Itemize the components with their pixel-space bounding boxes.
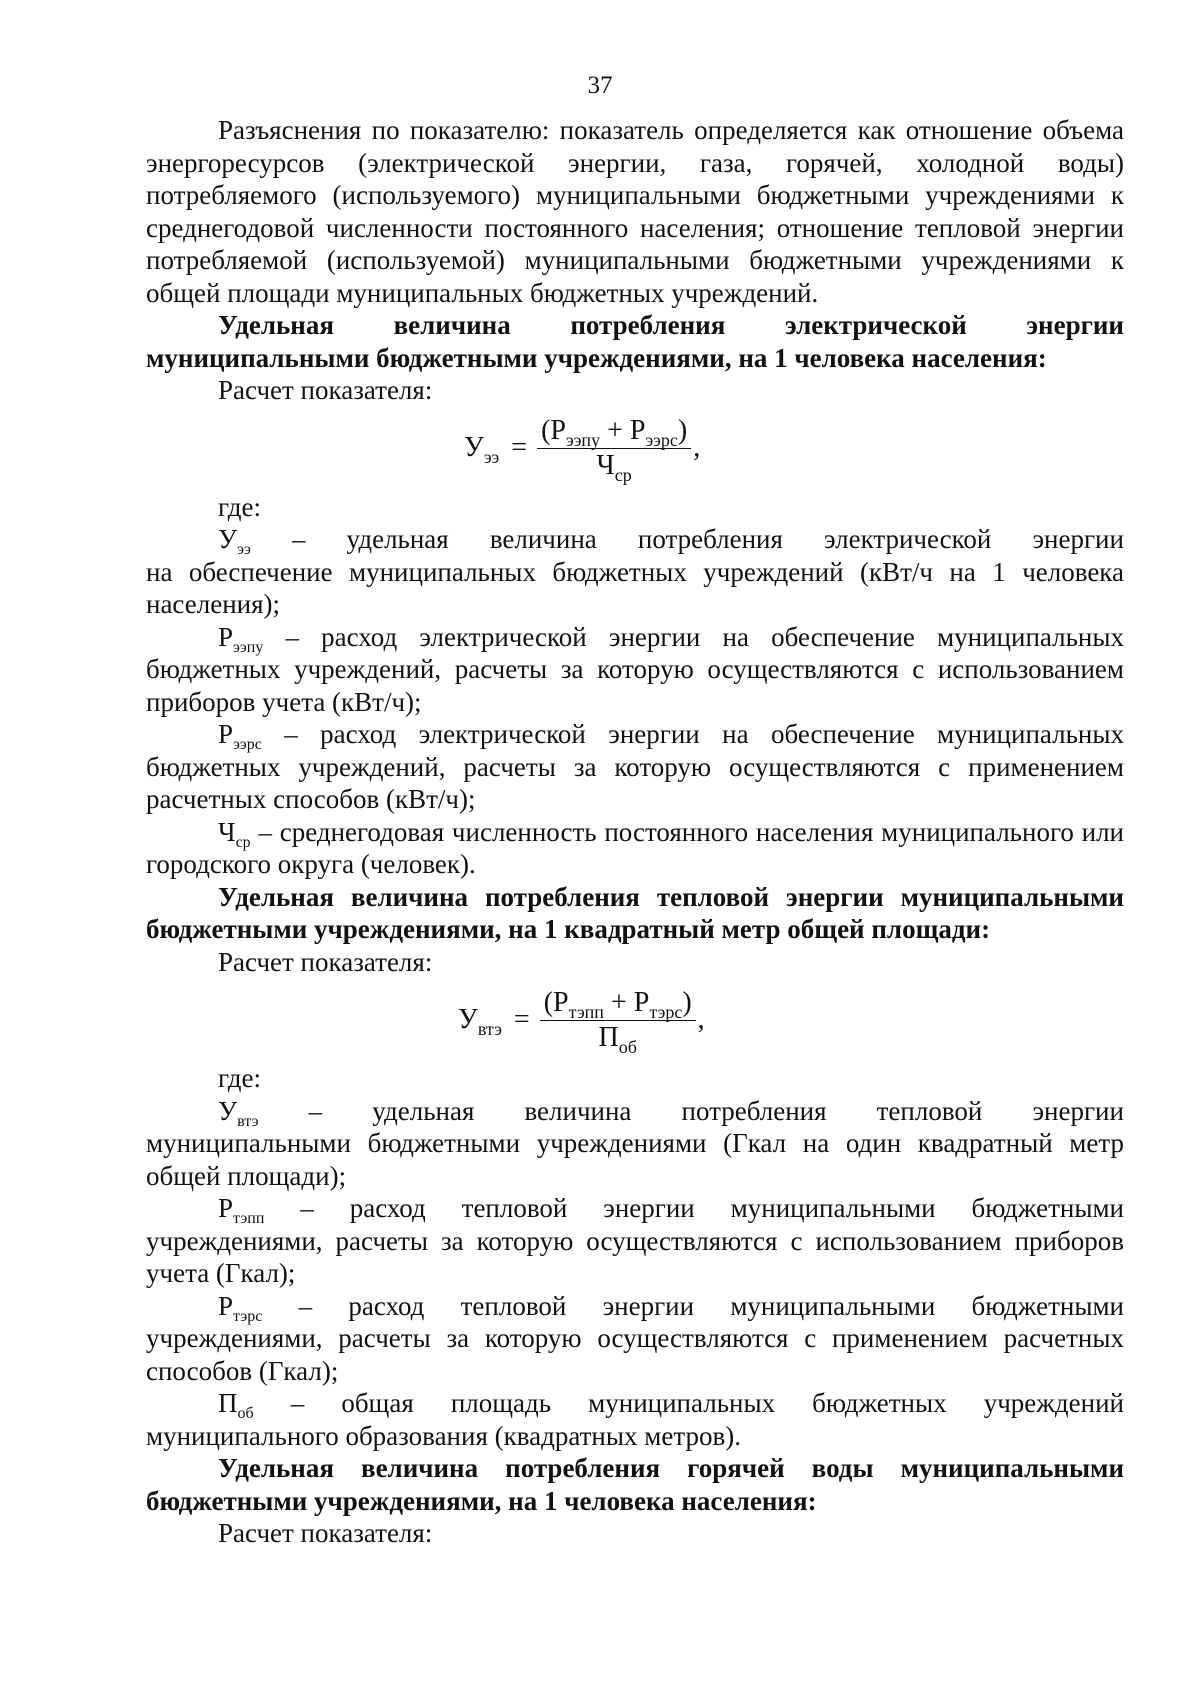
definition-symbol-letter: Р [218,1193,234,1223]
formula-lhs-symbol: У [458,1003,478,1035]
definition-continuation: муниципальными бюджетными учреждениями (Гкал на один квадратный метр общей площади); [146,1128,1124,1191]
definition-word: потребления [681,1095,827,1126]
definition-symbol-letter: Ч [218,816,236,847]
paren-close: ) [677,415,688,446]
definition-word: – [308,1095,323,1126]
definition-text: – расход тепловой энергии муниципальными бюджетными учреждениями, расчеты за которую осуществляются с использованием приборов учета (Гкал); [146,1193,1124,1288]
calc-label: Расчет показателя: [218,946,433,977]
definition-word: удельная [346,524,449,554]
section-heading-hot-water: Удельная величина потребления горячей воды муниципальными бюджетными учреждениями, на 1 человека населения: [146,1453,1124,1516]
definition-symbol-letter: Р [218,719,234,749]
formula-comma: , [697,1003,705,1035]
denominator-symbol: П [598,1021,619,1053]
intro-paragraph: Разъяснения по показателю: показатель определяется как отношение объема энергоресурсов (электрической энергии, газа, горячей, холодной воды) потребляемого (используемого) муниципальными бюджетными учреждениями к среднегодовой численности постоянного населения; отношение тепловой энергии потребляемой (используемой) муниципальными бюджетными учреждениями к общей площади муниципальных бюджетных учреждений. [146,115,1124,308]
definition-symbol-sub: ээрс [233,736,262,753]
formula-equals: = [511,432,528,464]
where-label: где: [218,491,261,522]
denominator-sub: об [618,1036,637,1057]
formula-numerator [537,414,691,448]
definition-text: – расход электрической энергии на обеспечение муниципальных бюджетных учреждений, расчеты за которую осуществляются с использованием приборов учета (кВт/ч); [146,621,1124,717]
where-label: где: [218,1063,261,1093]
definition-continuation: на обеспечение муниципальных бюджетных учреждений (кВт/ч на 1 человека населения); [146,556,1124,619]
definition-first-line [146,1095,1124,1128]
definition-item [146,816,1124,881]
plus-sign: + [607,415,623,446]
page-number: 37 [587,72,613,99]
definition-symbol-sub: тэпп [233,1210,265,1227]
formula-fraction [540,986,696,1055]
definition-word: электрической [824,524,992,554]
definition-word: энергии [1032,1095,1124,1126]
definition-word: – [291,524,306,554]
formula-lhs [464,432,500,468]
formula-comma: , [693,432,701,464]
definition-text: – расход электрической энергии на обеспечение муниципальных бюджетных учреждений, расчеты за которую осуществляются с применением расчетных способов (кВт/ч); [146,719,1124,814]
formula-equals: = [513,1003,530,1035]
plus-sign: + [610,986,627,1018]
paren-open: ( [541,415,551,446]
paren-open: ( [543,986,554,1018]
definition-symbol-sub: ээпу [233,638,264,656]
formula-lhs-sub: втэ [477,1018,502,1039]
formula-lhs [458,1004,502,1037]
page-content [146,114,1124,1550]
denominator-sub: ср [614,465,632,485]
calc-label: Расчет показателя: [218,375,433,405]
formula-heat [146,978,1124,1062]
numerator-term-a-sub: ээпу [565,430,601,450]
denominator-symbol: Ч [596,450,615,481]
definition-word: энергии [1032,524,1124,554]
definition-item [146,718,1124,816]
definition-item [146,621,1124,719]
definition-text: – среднегодовая численность постоянного населения муниципального или городского округа (человек). [146,816,1124,879]
formula-electricity [146,407,1124,491]
formula-lhs-sub: ээ [483,447,500,468]
definition-symbol-letter: П [218,1388,238,1418]
definition-symbol-letter: У [218,524,238,554]
definition-symbol-sub: ээ [237,541,251,558]
formula-expression [464,407,700,491]
section-heading-heat: Удельная величина потребления тепловой энергии муниципальными бюджетными учреждениями, на 1 квадратный метр общей площади: [146,881,1124,944]
definition-symbol-sub: тэрс [233,1307,263,1325]
formula-numerator [540,986,696,1020]
numerator-term-a: Р [550,415,566,446]
definition-word: удельная [372,1095,475,1126]
definition-word: величина [489,524,597,554]
numerator-term-a: Р [553,986,569,1018]
definition-word: тепловой [876,1095,983,1126]
numerator-term-b: Р [633,986,650,1018]
numerator-term-b-sub: тэрс [649,1001,683,1022]
numerator-term-b-sub: ээрс [645,430,678,450]
definition-symbol [218,1095,259,1128]
definition-symbol-letter: Р [218,1290,234,1321]
section-heading-electricity: Удельная величина потребления электрической энергии муниципальными бюджетными учреждениями, на 1 человека населения: [146,310,1124,373]
formula-fraction [537,414,691,483]
numerator-term-a-sub: тэпп [568,1001,604,1022]
definition-text: – общая площадь муниципальных бюджетных учреждений муниципального образования (квадратных метров). [146,1388,1124,1451]
definition-item [146,1290,1124,1388]
definition-item [146,1387,1124,1452]
formula-expression [458,978,705,1062]
definition-symbol-letter: Р [218,621,234,652]
definition-word: потребления [637,524,783,554]
definition-symbol-sub: ср [235,833,251,851]
definition-first-line [146,523,1124,556]
definition-word: величина [524,1095,632,1126]
paren-close: ) [682,986,692,1018]
definition-symbol-letter: У [218,1095,238,1126]
definition-symbol-sub: втэ [237,1112,259,1130]
definition-text: – расход тепловой энергии муниципальными бюджетными учреждениями, расчеты за которую осуществляются с применением расчетных способов (Гкал); [146,1290,1124,1386]
formula-lhs-symbol: У [464,432,484,464]
numerator-term-b: Р [629,415,646,446]
definition-symbol-sub: об [237,1405,254,1422]
calc-label: Расчет показателя: [218,1518,433,1548]
definition-item [146,1192,1124,1290]
definition-symbol [218,523,251,556]
formula-denominator [598,1021,636,1055]
formula-denominator [597,449,632,483]
